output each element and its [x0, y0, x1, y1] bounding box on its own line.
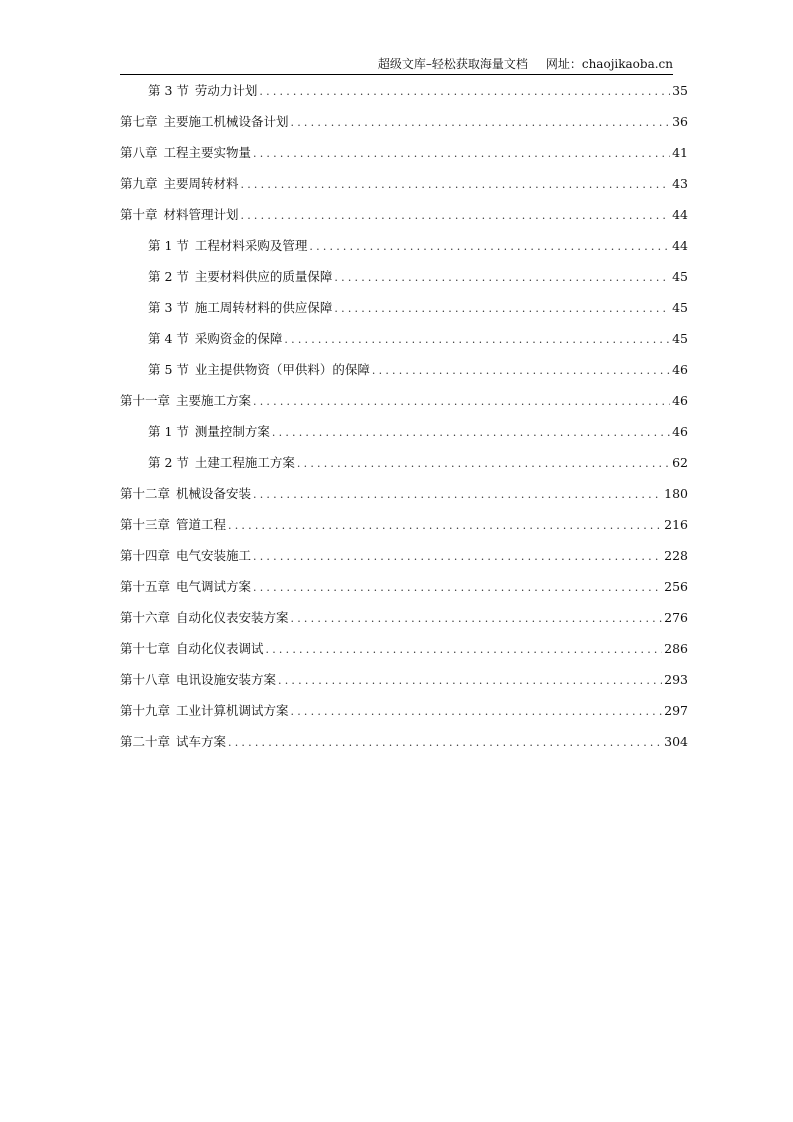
toc-chapter-entry[interactable] [120, 204, 688, 235]
toc-dot-leader [284, 329, 670, 350]
header-url[interactable]: chaojikaoba.cn [581, 57, 673, 71]
toc-entry-page: 44 [672, 207, 688, 222]
toc-entry-page: 45 [672, 300, 688, 315]
toc-section-entry[interactable] [120, 359, 688, 390]
toc-entry-page: 256 [664, 579, 688, 594]
toc-section-entry[interactable] [120, 266, 688, 297]
toc-dot-leader [259, 81, 670, 102]
toc-entry-number: 第 2 节 [148, 455, 189, 470]
toc-chapter-entry[interactable] [120, 545, 688, 576]
toc-entry-page: 293 [664, 672, 688, 687]
toc-section-entry[interactable] [120, 235, 688, 266]
toc-entry-number: 第十三章 [120, 517, 171, 532]
toc-entry-number: 第 1 节 [148, 238, 189, 253]
toc-entry-number: 第十章 [120, 207, 158, 222]
toc-entry-title: 主要施工方案 [176, 393, 252, 408]
toc-entry-number: 第十一章 [120, 393, 171, 408]
toc-entry-page: 41 [672, 145, 688, 160]
toc-entry-number: 第八章 [120, 145, 158, 160]
toc-dot-leader [266, 639, 663, 660]
toc-section-entry[interactable] [120, 452, 688, 483]
toc-entry-title: 自动化仪表调试 [176, 641, 264, 656]
toc-entry-page: 45 [672, 269, 688, 284]
toc-chapter-entry[interactable] [120, 731, 688, 762]
toc-dot-leader [241, 174, 671, 195]
toc-entry-title: 机械设备安装 [176, 486, 252, 501]
toc-entry-page: 216 [664, 517, 688, 532]
toc-dot-leader [241, 205, 671, 226]
toc-dot-leader [253, 391, 670, 412]
toc-entry-number: 第十九章 [120, 703, 171, 718]
toc-chapter-entry[interactable] [120, 173, 688, 204]
toc-dot-leader [272, 422, 670, 443]
toc-entry-number: 第 3 节 [148, 300, 189, 315]
toc-entry-title: 工程主要实物量 [163, 145, 252, 160]
toc-entry-title: 试车方案 [176, 734, 227, 749]
toc-entry-title: 主要施工机械设备计划 [163, 114, 289, 129]
toc-entry-page: 228 [664, 548, 688, 563]
toc-entry-title: 劳动力计划 [194, 83, 258, 98]
toc-entry-title: 工程材料采购及管理 [194, 238, 308, 253]
toc-chapter-entry[interactable] [120, 700, 688, 731]
toc-entry-page: 45 [672, 331, 688, 346]
toc-chapter-entry[interactable] [120, 514, 688, 545]
toc-entry-page: 44 [672, 238, 688, 253]
toc-dot-leader [253, 143, 670, 164]
toc-entry-number: 第 1 节 [148, 424, 189, 439]
toc-entry-number: 第 5 节 [148, 362, 189, 377]
toc-entry-title: 电讯设施安装方案 [176, 672, 277, 687]
toc-entry-title: 测量控制方案 [194, 424, 270, 439]
toc-entry-title: 工业计算机调试方案 [176, 703, 289, 718]
toc-dot-leader [253, 546, 662, 567]
toc-entry-title: 业主提供物资（甲供料）的保障 [194, 362, 370, 377]
toc-entry-page: 36 [672, 114, 688, 129]
toc-entry-title: 管道工程 [176, 517, 227, 532]
toc-entry-number: 第七章 [120, 114, 158, 129]
toc-chapter-entry[interactable] [120, 669, 688, 700]
toc-entry-page: 297 [664, 703, 688, 718]
toc-dot-leader [291, 608, 663, 629]
toc-entry-title: 采购资金的保障 [194, 331, 283, 346]
toc-entry-number: 第十六章 [120, 610, 171, 625]
toc-entry-number: 第 3 节 [148, 83, 189, 98]
toc-entry-number: 第 4 节 [148, 331, 189, 346]
toc-chapter-entry[interactable] [120, 638, 688, 669]
toc-chapter-entry[interactable] [120, 111, 688, 142]
toc-entry-title: 自动化仪表安装方案 [176, 610, 289, 625]
toc-dot-leader [253, 484, 662, 505]
toc-dot-leader [291, 701, 663, 722]
toc-entry-title: 材料管理计划 [163, 207, 239, 222]
toc-dot-leader [297, 453, 670, 474]
toc-entry-page: 46 [672, 362, 688, 377]
toc-entry-page: 46 [672, 424, 688, 439]
toc-entry-page: 62 [672, 455, 688, 470]
toc-dot-leader [228, 732, 662, 753]
toc-entry-page: 304 [664, 734, 688, 749]
toc-entry-page: 35 [672, 83, 688, 98]
toc-dot-leader [334, 267, 670, 288]
toc-entry-number: 第二十章 [120, 734, 171, 749]
toc-entry-number: 第十四章 [120, 548, 171, 563]
toc-chapter-entry[interactable] [120, 483, 688, 514]
toc-dot-leader [334, 298, 670, 319]
toc-dot-leader [309, 236, 670, 257]
toc-dot-leader [278, 670, 662, 691]
page-header [120, 56, 673, 75]
toc-section-entry[interactable] [120, 421, 688, 452]
toc-dot-leader [253, 577, 662, 598]
toc-entry-number: 第十八章 [120, 672, 171, 687]
toc-section-entry[interactable] [120, 297, 688, 328]
toc-entry-number: 第十七章 [120, 641, 171, 656]
toc-entry-title: 主要材料供应的质量保障 [194, 269, 333, 284]
header-url-label: 网址： [545, 57, 582, 71]
toc-entry-title: 土建工程施工方案 [194, 455, 295, 470]
toc-chapter-entry[interactable] [120, 607, 688, 638]
toc-entry-title: 主要周转材料 [163, 176, 239, 191]
toc-entry-title: 电气调试方案 [176, 579, 252, 594]
table-of-contents [120, 80, 688, 762]
toc-dot-leader [372, 360, 670, 381]
toc-entry-page: 43 [672, 176, 688, 191]
toc-section-entry[interactable] [120, 328, 688, 359]
toc-entry-page: 46 [672, 393, 688, 408]
toc-entry-page: 286 [664, 641, 688, 656]
toc-entry-number: 第十二章 [120, 486, 171, 501]
toc-entry-title: 电气安装施工 [176, 548, 252, 563]
toc-chapter-entry[interactable] [120, 576, 688, 607]
header-site-text: 超级文库–轻松获取海量文档 [377, 57, 528, 71]
toc-section-entry[interactable] [120, 80, 688, 111]
toc-entry-page: 180 [664, 486, 688, 501]
toc-entry-number: 第九章 [120, 176, 158, 191]
toc-dot-leader [228, 515, 662, 536]
toc-dot-leader [291, 112, 671, 133]
toc-entry-page: 276 [664, 610, 688, 625]
toc-entry-number: 第十五章 [120, 579, 171, 594]
toc-entry-title: 施工周转材料的供应保障 [194, 300, 333, 315]
toc-chapter-entry[interactable] [120, 390, 688, 421]
toc-entry-number: 第 2 节 [148, 269, 189, 284]
toc-chapter-entry[interactable] [120, 142, 688, 173]
